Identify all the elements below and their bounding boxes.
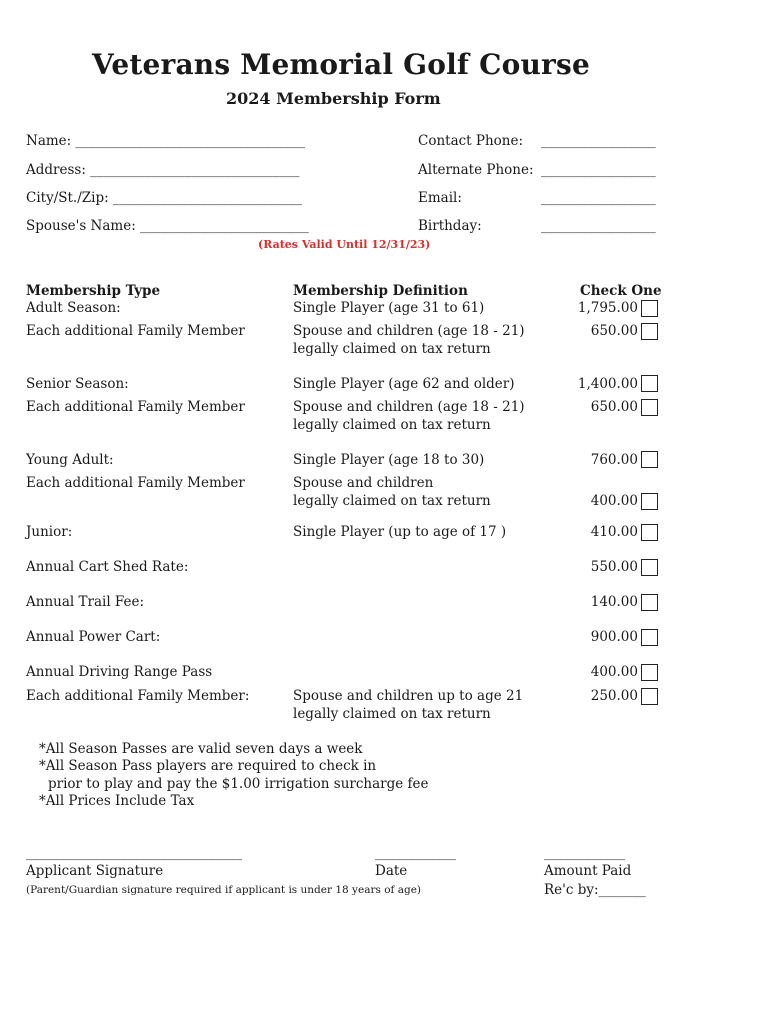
- membership-checkbox[interactable]: [641, 323, 658, 340]
- membership-definition-line2: legally claimed on tax return: [293, 706, 491, 722]
- membership-price: 760.00: [590, 452, 638, 468]
- membership-price: 650.00: [590, 399, 638, 415]
- note-line: *All Season Passes are valid seven days a week: [39, 741, 363, 757]
- membership-checkbox[interactable]: [641, 493, 658, 510]
- amount-paid-line[interactable]: ____________: [544, 845, 625, 861]
- membership-checkbox[interactable]: [641, 451, 658, 468]
- amount-paid-label: Amount Paid: [544, 863, 632, 879]
- membership-price: 410.00: [590, 524, 638, 540]
- membership-price: 900.00: [590, 629, 638, 645]
- membership-type: Each additional Family Member:: [26, 688, 250, 704]
- membership-checkbox[interactable]: [641, 375, 658, 392]
- alternate-phone-field[interactable]: _________________: [541, 162, 656, 178]
- email-field[interactable]: _________________: [541, 190, 656, 206]
- membership-definition: Spouse and children up to age 21: [293, 688, 524, 704]
- membership-price: 1,400.00: [577, 376, 638, 392]
- membership-type: Each additional Family Member: [26, 323, 245, 339]
- rates-valid-note: (Rates Valid Until 12/31/23): [258, 238, 431, 251]
- membership-definition: Spouse and children (age 18 - 21): [293, 323, 525, 339]
- membership-checkbox[interactable]: [641, 300, 658, 317]
- membership-type: Annual Power Cart:: [26, 629, 161, 645]
- membership-type-header: Membership Type: [26, 283, 161, 299]
- signature-line[interactable]: ________________________________: [26, 845, 242, 861]
- spouse-name-field[interactable]: Spouse's Name: _________________________: [26, 218, 309, 234]
- membership-definition: Spouse and children: [293, 475, 434, 491]
- membership-checkbox[interactable]: [641, 629, 658, 646]
- membership-definition: Single Player (age 62 and older): [293, 376, 515, 392]
- name-field[interactable]: Name: __________________________________: [26, 133, 305, 149]
- membership-checkbox[interactable]: [641, 524, 658, 541]
- contact-phone-field[interactable]: _________________: [541, 133, 656, 149]
- membership-type: Junior:: [26, 524, 73, 540]
- membership-type: Young Adult:: [26, 452, 114, 468]
- membership-definition: Single Player (age 18 to 30): [293, 452, 485, 468]
- membership-definition-line2: legally claimed on tax return: [293, 493, 491, 509]
- membership-checkbox[interactable]: [641, 664, 658, 681]
- address-field[interactable]: Address: _______________________________: [26, 162, 300, 178]
- membership-definition-line2: legally claimed on tax return: [293, 341, 491, 357]
- membership-price: 1,795.00: [577, 300, 638, 316]
- membership-price: 550.00: [590, 559, 638, 575]
- membership-definition: Single Player (up to age of 17 ): [293, 524, 507, 540]
- membership-type: Annual Cart Shed Rate:: [26, 559, 189, 575]
- membership-checkbox[interactable]: [641, 559, 658, 576]
- membership-definition: Spouse and children (age 18 - 21): [293, 399, 525, 415]
- membership-price: 250.00: [590, 688, 638, 704]
- note-line: *All Season Pass players are required to check in: [39, 758, 377, 774]
- membership-type: Adult Season:: [26, 300, 121, 316]
- alternate-phone-label: Alternate Phone:: [418, 162, 534, 178]
- membership-definition-header: Membership Definition: [293, 283, 468, 299]
- check-one-header: Check One: [580, 283, 662, 299]
- page-title: Veterans Memorial Golf Course: [92, 48, 590, 81]
- membership-type: Annual Driving Range Pass: [26, 664, 213, 680]
- note-line: *All Prices Include Tax: [39, 793, 195, 809]
- received-by-field[interactable]: Re'c by:_______: [544, 882, 646, 898]
- membership-type: Each additional Family Member: [26, 475, 245, 491]
- membership-definition: Single Player (age 31 to 61): [293, 300, 485, 316]
- membership-price: 140.00: [590, 594, 638, 610]
- date-label: Date: [375, 863, 408, 879]
- page-subtitle: 2024 Membership Form: [226, 89, 441, 108]
- membership-checkbox[interactable]: [641, 399, 658, 416]
- city-state-zip-field[interactable]: City/St./Zip: ____________________________: [26, 190, 302, 206]
- membership-type: Annual Trail Fee:: [26, 594, 145, 610]
- birthday-field[interactable]: _________________: [541, 218, 656, 234]
- membership-checkbox[interactable]: [641, 688, 658, 705]
- birthday-label: Birthday:: [418, 218, 482, 234]
- guardian-note: (Parent/Guardian signature required if applicant is under 18 years of age): [26, 884, 422, 896]
- membership-definition-line2: legally claimed on tax return: [293, 417, 491, 433]
- membership-price: 650.00: [590, 323, 638, 339]
- membership-checkbox[interactable]: [641, 594, 658, 611]
- email-label: Email:: [418, 190, 462, 206]
- membership-type: Each additional Family Member: [26, 399, 245, 415]
- signature-label: Applicant Signature: [26, 863, 164, 879]
- membership-price: 400.00: [590, 664, 638, 680]
- date-line[interactable]: ____________: [375, 845, 456, 861]
- membership-type: Senior Season:: [26, 376, 129, 392]
- note-line: prior to play and pay the $1.00 irrigation surcharge fee: [48, 776, 429, 792]
- contact-phone-label: Contact Phone:: [418, 133, 524, 149]
- membership-price: 400.00: [590, 493, 638, 509]
